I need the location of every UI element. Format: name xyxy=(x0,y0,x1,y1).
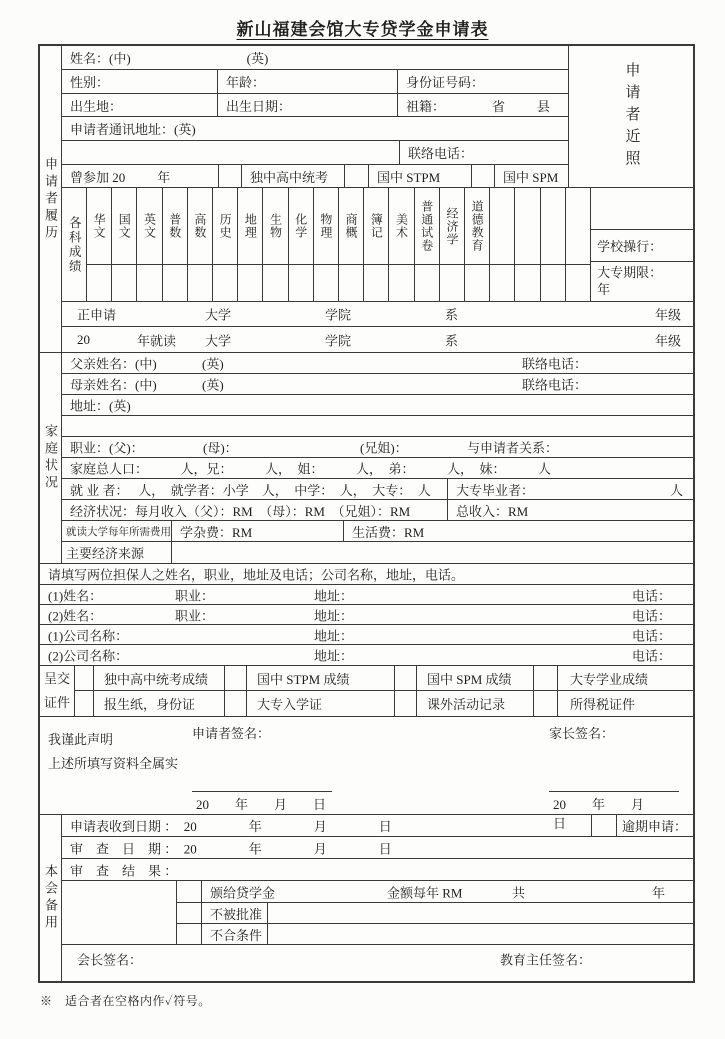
subject-column-empty xyxy=(566,188,591,301)
grade-cell xyxy=(87,265,111,301)
subject-column xyxy=(289,188,314,301)
exam-spm-label: 国中 SPM xyxy=(503,169,559,185)
subject-column xyxy=(188,188,213,301)
id-number-field: 身份证号码： xyxy=(406,74,485,90)
section-b-side-label: 家庭状况 xyxy=(40,353,62,563)
applying-university-row: 正申请 大学 学院 系 年级 xyxy=(62,302,693,327)
rejected-row xyxy=(177,903,693,924)
grade-cell xyxy=(415,265,439,301)
section-a-content xyxy=(62,46,693,352)
subject-header: 国文 xyxy=(112,188,136,265)
home-address-row xyxy=(62,395,693,416)
subject-column xyxy=(465,188,490,301)
grade-cell xyxy=(566,265,590,301)
blank-cell xyxy=(62,881,177,944)
subject-header: 道德教育 xyxy=(465,188,489,265)
father-name-row: 父亲姓名：(中) (英) 联络电话： xyxy=(62,353,693,374)
section-applicant-history xyxy=(40,46,693,353)
phone-field: 联络电话： xyxy=(408,146,474,162)
subject-column-empty xyxy=(541,188,566,301)
checkbox-cell xyxy=(177,903,202,923)
subject-column xyxy=(263,188,288,301)
checkbox-cell xyxy=(592,815,617,836)
checkbox-cell xyxy=(225,666,247,690)
grant-row xyxy=(177,881,693,903)
decision-block xyxy=(62,881,693,945)
subject-header: 高数 xyxy=(188,188,212,265)
received-date-row xyxy=(62,815,693,837)
subject-grades-grid xyxy=(62,188,693,302)
mother-phone-label: 联络电话： xyxy=(522,377,588,393)
subject-header: 地理 xyxy=(238,188,262,265)
home-address-label: 地址：(英) xyxy=(70,398,131,414)
president-signature-label: 会长签名： xyxy=(77,952,143,968)
conduct-duration-block xyxy=(591,188,693,301)
checkbox-cell xyxy=(75,666,94,690)
subject-column xyxy=(440,188,465,301)
subject-column xyxy=(87,188,112,301)
ineligible-row xyxy=(177,924,693,944)
subject-header xyxy=(541,188,565,265)
guarantor-company-row-2: (2)公司名称： 地址： 电话： xyxy=(48,648,672,664)
personal-info-rows xyxy=(62,46,568,187)
age-field: 年龄： xyxy=(218,70,398,93)
exam-year-field: 曾参加 20 年 xyxy=(62,165,219,187)
cost-label: 就读大学每年所需费用 xyxy=(62,521,172,541)
school-conduct-field: 学校操行： xyxy=(591,230,693,262)
subject-header: 生物 xyxy=(263,188,287,265)
subject-header: 英文 xyxy=(137,188,161,265)
income-source-row xyxy=(62,542,693,563)
birth-row xyxy=(62,94,568,118)
college-duration-field: 大专期限： 年 xyxy=(597,265,663,297)
studying-university-row: 20 年就读 大学 学院 系 年级 xyxy=(77,331,682,348)
blank-cell xyxy=(268,924,693,944)
mailing-address-label: 申请者通讯地址：(英) xyxy=(70,122,196,138)
checkbox-cell xyxy=(225,691,247,716)
grade-cell xyxy=(137,265,161,301)
director-signature-label: 教育主任签名： xyxy=(500,952,592,968)
yearly-cost-row xyxy=(62,521,693,542)
documents-row-2: 报生纸，身份证 大专入学证 课外活动记录 所得税证件 xyxy=(75,691,693,716)
name-row xyxy=(62,46,568,70)
exam-stpm-label: 国中 STPM xyxy=(369,165,472,187)
section-b-content xyxy=(62,353,693,563)
subject-column xyxy=(314,188,339,301)
employed-field: 就 业 者： 人， 就学者：小学 人， 中学： 人， 大专： 人 xyxy=(62,479,448,499)
subject-column-empty xyxy=(515,188,540,301)
review-date-row: 审 查 日 期 ： 20 年 月 日 xyxy=(62,837,693,859)
section-guarantors xyxy=(40,564,693,666)
subject-header: 商概 xyxy=(339,188,363,265)
subject-column xyxy=(137,188,162,301)
birthplace-field: 出生地： xyxy=(62,94,218,117)
guarantor-company-row-1: (1)公司名称： 地址： 电话： xyxy=(40,625,693,645)
signatures-row xyxy=(62,945,693,981)
form-title-text: 新山福建会馆大专贷学金申请表 xyxy=(236,20,489,39)
rejected-label: 不被批准 xyxy=(202,903,268,923)
graduates-field: 大专毕业者： 人 xyxy=(456,482,683,498)
subject-column xyxy=(389,188,414,301)
checkbox-cell xyxy=(177,924,202,944)
source-label: 主要经济来源 xyxy=(62,542,172,563)
subject-header xyxy=(490,188,514,265)
checkbox-cell xyxy=(75,691,94,716)
ancestry-label: 祖籍： xyxy=(406,98,446,114)
documents-side-label: 呈交 证件 xyxy=(40,666,75,716)
subject-column xyxy=(112,188,137,301)
checkbox-cell xyxy=(534,691,558,716)
subject-header: 物理 xyxy=(314,188,338,265)
guarantor-instruction: 请填写两位担保人之姓名，职业，地址及电话；公司名称，地址，电话。 xyxy=(48,567,465,583)
grade-cell xyxy=(389,265,413,301)
grade-cell xyxy=(238,265,262,301)
subject-header: 化学 xyxy=(289,188,313,265)
ineligible-label: 不合条件 xyxy=(202,924,268,944)
checkbox-cell xyxy=(395,691,417,716)
grade-cell xyxy=(289,265,313,301)
grade-cell xyxy=(112,265,136,301)
father-phone-label: 联络电话： xyxy=(522,356,588,372)
subject-column xyxy=(213,188,238,301)
grade-cell xyxy=(440,265,464,301)
mother-name-label: 母亲姓名：(中) xyxy=(70,377,157,393)
phone-row xyxy=(62,141,568,165)
grade-cell xyxy=(263,265,287,301)
income-row xyxy=(62,500,693,521)
checkbox-cell xyxy=(395,666,417,690)
documents-row-1: 独中高中统考成绩 国中 STPM 成绩 国中 SPM 成绩 大专学业成绩 xyxy=(75,666,693,691)
exam-uec-label: 独中高中统考 xyxy=(242,165,345,187)
grade-cell xyxy=(314,265,338,301)
exam-participation-row xyxy=(62,165,568,187)
province-label: 省 xyxy=(492,98,506,114)
subject-column xyxy=(364,188,389,301)
mother-name-row: 母亲姓名：(中) (英) 联络电话： xyxy=(62,374,693,395)
blank-cell xyxy=(268,903,693,923)
source-value-cell xyxy=(172,542,693,563)
subject-column xyxy=(238,188,263,301)
subject-header xyxy=(566,188,590,265)
subject-header: 华文 xyxy=(87,188,111,265)
checkbox-cell xyxy=(219,165,242,187)
gender-field: 性别： xyxy=(62,70,218,93)
grade-cell xyxy=(490,265,514,301)
total-income-field: 总收入：RM xyxy=(456,503,529,519)
office-content xyxy=(62,815,693,981)
grant-field: 颁给贷学金 金额每年 RM 共 年 xyxy=(210,885,666,900)
county-label: 县 xyxy=(537,98,551,114)
grade-cell xyxy=(364,265,388,301)
photo-box-label: 申请者近照 xyxy=(623,61,640,172)
documents-content xyxy=(75,666,693,716)
guarantor-row-1: (1)姓名： 职业： 地址： 电话： xyxy=(40,585,693,605)
name-en-label: (英) xyxy=(246,50,269,66)
parent-date-line: 20 年 月 日 xyxy=(549,791,679,832)
application-form xyxy=(38,44,695,983)
employment-row xyxy=(62,479,693,500)
declaration-line-1: 我谨此声明 xyxy=(48,732,114,747)
birthdate-field: 出生日期： xyxy=(218,94,398,117)
checkbox-cell xyxy=(472,165,495,187)
subject-header: 历史 xyxy=(213,188,237,265)
section-family-status xyxy=(40,353,693,564)
section-documents xyxy=(40,666,693,717)
applicant-date-line: 20 年 月 日 xyxy=(192,791,332,813)
family-members-row: 家庭总人口： 人，兄： 人， 姐： 人， 弟： 人， 妹： 人 xyxy=(62,458,693,479)
personal-info-block xyxy=(62,46,693,188)
subject-column-empty xyxy=(490,188,515,301)
subject-header: 簿记 xyxy=(364,188,388,265)
subject-column xyxy=(163,188,188,301)
address-continuation-row xyxy=(62,416,693,437)
section-a-side-label: 申请者履历 xyxy=(40,46,62,352)
gender-age-id-row xyxy=(62,70,568,94)
applying-label: 正申请 xyxy=(77,307,117,323)
subject-header: 普通试卷 xyxy=(415,188,439,265)
declaration-line-2: 上述所填写资料全属实 xyxy=(48,756,179,771)
blank-cell xyxy=(591,188,693,230)
section-office-use xyxy=(40,815,693,981)
checkbox-cell xyxy=(534,666,558,690)
received-date-field: 申请表收到日期 ： 20 年 月 日 xyxy=(62,815,592,836)
tuition-field: 学杂费：RM xyxy=(172,521,344,541)
ancestry-field xyxy=(398,94,568,117)
subject-header xyxy=(515,188,539,265)
review-result-row: 审 查 结 果 ： xyxy=(62,859,693,881)
subject-header: 美术 xyxy=(389,188,413,265)
grade-cell xyxy=(541,265,565,301)
guarantor-row-2: (2)姓名： 职业： 地址： 电话： xyxy=(40,605,693,625)
relation-label: 与申请者关系： xyxy=(467,440,559,456)
name-label: 姓名：(中) xyxy=(70,50,131,66)
applicant-signature-label: 申请者签名： xyxy=(192,726,271,741)
decision-rows xyxy=(177,881,693,944)
applicant-photo-box xyxy=(568,46,693,187)
checkbox-cell xyxy=(345,165,369,187)
grade-cell xyxy=(163,265,187,301)
grades-side-label: 各科成绩 xyxy=(62,188,87,301)
footnote: ※ 适合者在空格内作✓符号。 xyxy=(40,994,211,1008)
guarantor-instruction-row xyxy=(40,564,693,585)
father-name-label: 父亲姓名：(中) xyxy=(70,356,157,372)
subject-column xyxy=(339,188,364,301)
grade-cell xyxy=(339,265,363,301)
overdue-label: 逾期申请： xyxy=(622,819,688,834)
grade-cell xyxy=(465,265,489,301)
subject-header: 经济学 xyxy=(440,188,464,265)
grade-cell xyxy=(515,265,539,301)
parent-signature-label: 家长签名： xyxy=(549,726,615,741)
subject-column xyxy=(415,188,440,301)
mailing-address-row xyxy=(62,117,568,141)
office-side-label: 本会备用 xyxy=(40,815,62,981)
grade-cell xyxy=(188,265,212,301)
occupation-row: 职业：(父)： (母)： (兄姐)： 与申请者关系： xyxy=(62,437,693,458)
checkbox-cell xyxy=(177,881,202,902)
page-title xyxy=(0,15,725,40)
grade-cell xyxy=(213,265,237,301)
living-cost-field: 生活费：RM xyxy=(352,524,425,540)
subject-header: 普数 xyxy=(163,188,187,265)
address-blank-cell xyxy=(62,141,400,164)
monthly-income-field: 经济状况：每月收入（父）：RM （母）：RM （兄姐）：RM xyxy=(62,500,448,520)
